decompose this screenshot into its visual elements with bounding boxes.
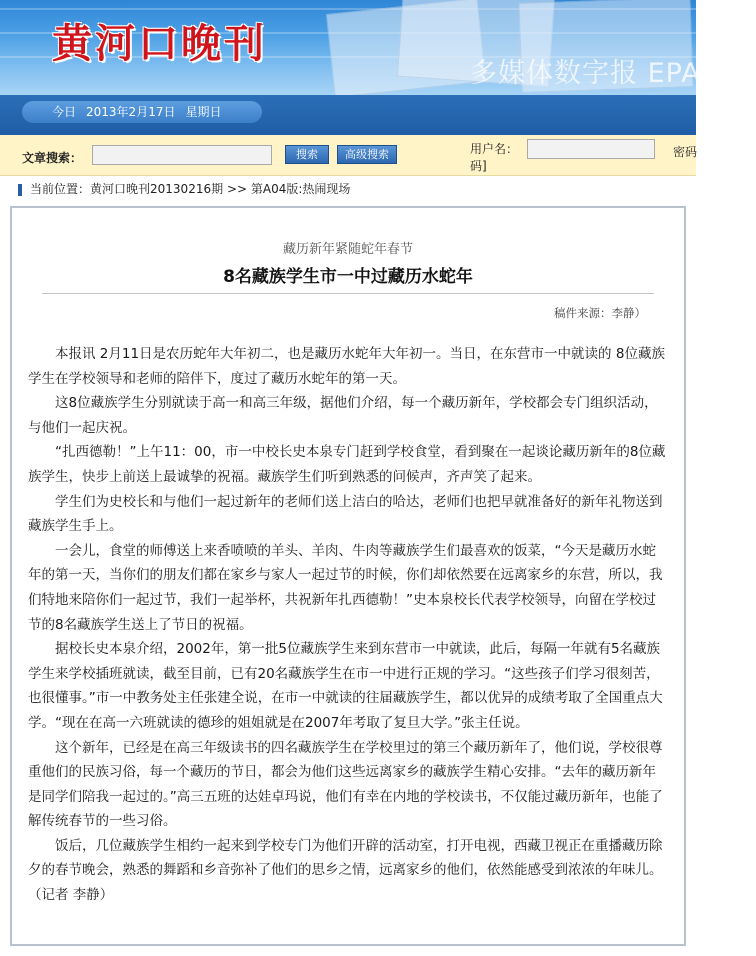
breadcrumb	[0, 176, 696, 202]
media-tagline: 多媒体数字报 EPAPER	[470, 58, 756, 89]
title-divider	[42, 293, 654, 294]
breadcrumb-section-link[interactable]: 第A04版:热闹现场	[250, 182, 351, 196]
username-label: 用户名：码]	[470, 142, 519, 173]
article-paragraph: “扎西德勒！”上午11：00，市一中校长史本泉专门赶到学校食堂，看到聚在一起谈论藏历新年的8位藏族学生，快步上前送上最诚挚的祝福。藏族学生们听到熟悉的问候声，齐声笑了起来。	[28, 444, 666, 485]
header-banner	[0, 0, 756, 95]
article-paragraph: 这8位藏族学生分别就读于高一和高三年级，据他们介绍，每一个藏历新年，学校都会专门组织活动，与他们一起庆祝。	[28, 395, 658, 436]
current-date: 2013年2月17日	[86, 105, 176, 119]
date-pill	[22, 101, 262, 123]
password-label: 密码	[673, 145, 698, 159]
article-paragraph: 饭后，几位藏族学生相约一起来到学校专门为他们开辟的活动室，打开电视，西藏卫视正在重播藏历除夕的春节晚会，熟悉的舞蹈和乡音弥补了他们的思乡之情，远离家乡的他们，依然能感受到浓浓的年味儿。	[28, 837, 663, 879]
breadcrumb-prefix: 当前位置：	[30, 182, 91, 196]
breadcrumb-edition-link[interactable]: 黄河口晚刊20130216期	[90, 182, 224, 196]
article-title: 8名藏族学生市一中过藏历水蛇年	[223, 267, 473, 287]
article-paragraph: 一会儿，食堂的师傅送上来香喷喷的羊头、羊肉、牛肉等藏族学生们最喜欢的饭菜，“今天是藏历水蛇年的第一天，当你们的朋友们都在家乡与家人一起过节的时候，你们却依然要在远离家乡的东营，所以，我们特地来陪你们一起过节，我们一起举杯，共祝新年扎西德勒！”史本泉校长代表学校领导，向留在学校过节的8名藏族学生送上了节日的祝福。	[28, 542, 663, 633]
date-bar	[0, 95, 696, 135]
article-frame	[10, 206, 686, 946]
search-label: 文章搜索：	[22, 151, 83, 165]
advanced-search-button[interactable]: 高级搜索	[337, 145, 397, 164]
site-logo[interactable]: 黄河口晚刊	[52, 20, 267, 67]
weekday: 星期日	[185, 105, 222, 119]
article-paragraph: 这个新年，已经是在高三年级读书的四名藏族学生在学校里过的第三个藏历新年了，他们说，学校很尊重他们的民族习俗，每一个藏历的节日，都会为他们这些远离家乡的藏族学生精心安排。“去年的藏历新年是同学们陪我一起过的。”高三五班的达娃卓玛说，他们有幸在内地的学校读书，不仅能过藏历新年，也能了解传统春节的一些习俗。	[28, 739, 663, 830]
article-source: 稿件来源：李静）	[554, 306, 646, 320]
breadcrumb-separator: >>	[226, 182, 248, 196]
article-subtitle: 藏历新年紧随蛇年春节	[282, 242, 413, 257]
breadcrumb-text	[30, 176, 350, 202]
article-paragraph: 据校长史本泉介绍，2002年，第一批5位藏族学生来到东营市一中就读，此后，每隔一年就有5名藏族学生来学校插班就读，截至目前，已有20名藏族学生在市一中进行正规的学习。“这些孩子们学习很刻苦，也很懂事。”市一中教务处主任张建全说，在市一中就读的往届藏族学生，都以优异的成绩考取了全国重点大学。“现在在高一六班就读的德珍的姐姐就是在2007年考取了复旦大学。”张主任说。	[28, 641, 663, 731]
search-input[interactable]	[92, 145, 272, 165]
article-signature: （记者 李静）	[28, 887, 114, 904]
username-input[interactable]	[527, 139, 655, 159]
search-button[interactable]: 搜索	[285, 145, 329, 164]
article-paragraph: 本报讯 2月11日是农历蛇年大年初二，也是藏历水蛇年大年初一。当日，在东营市一中就读的 8位藏族学生在学校领导和老师的陪伴下，度过了藏历水蛇年的第一天。	[28, 346, 665, 387]
search-bar	[0, 135, 696, 176]
article-body	[28, 342, 668, 908]
article-paragraph: 学生们为史校长和与他们一起过新年的老师们送上洁白的哈达，老师们也把早就准备好的新年礼物送到藏族学生手上。	[28, 493, 663, 535]
today-label: 今日	[52, 105, 77, 119]
location-marker-icon	[18, 184, 22, 196]
